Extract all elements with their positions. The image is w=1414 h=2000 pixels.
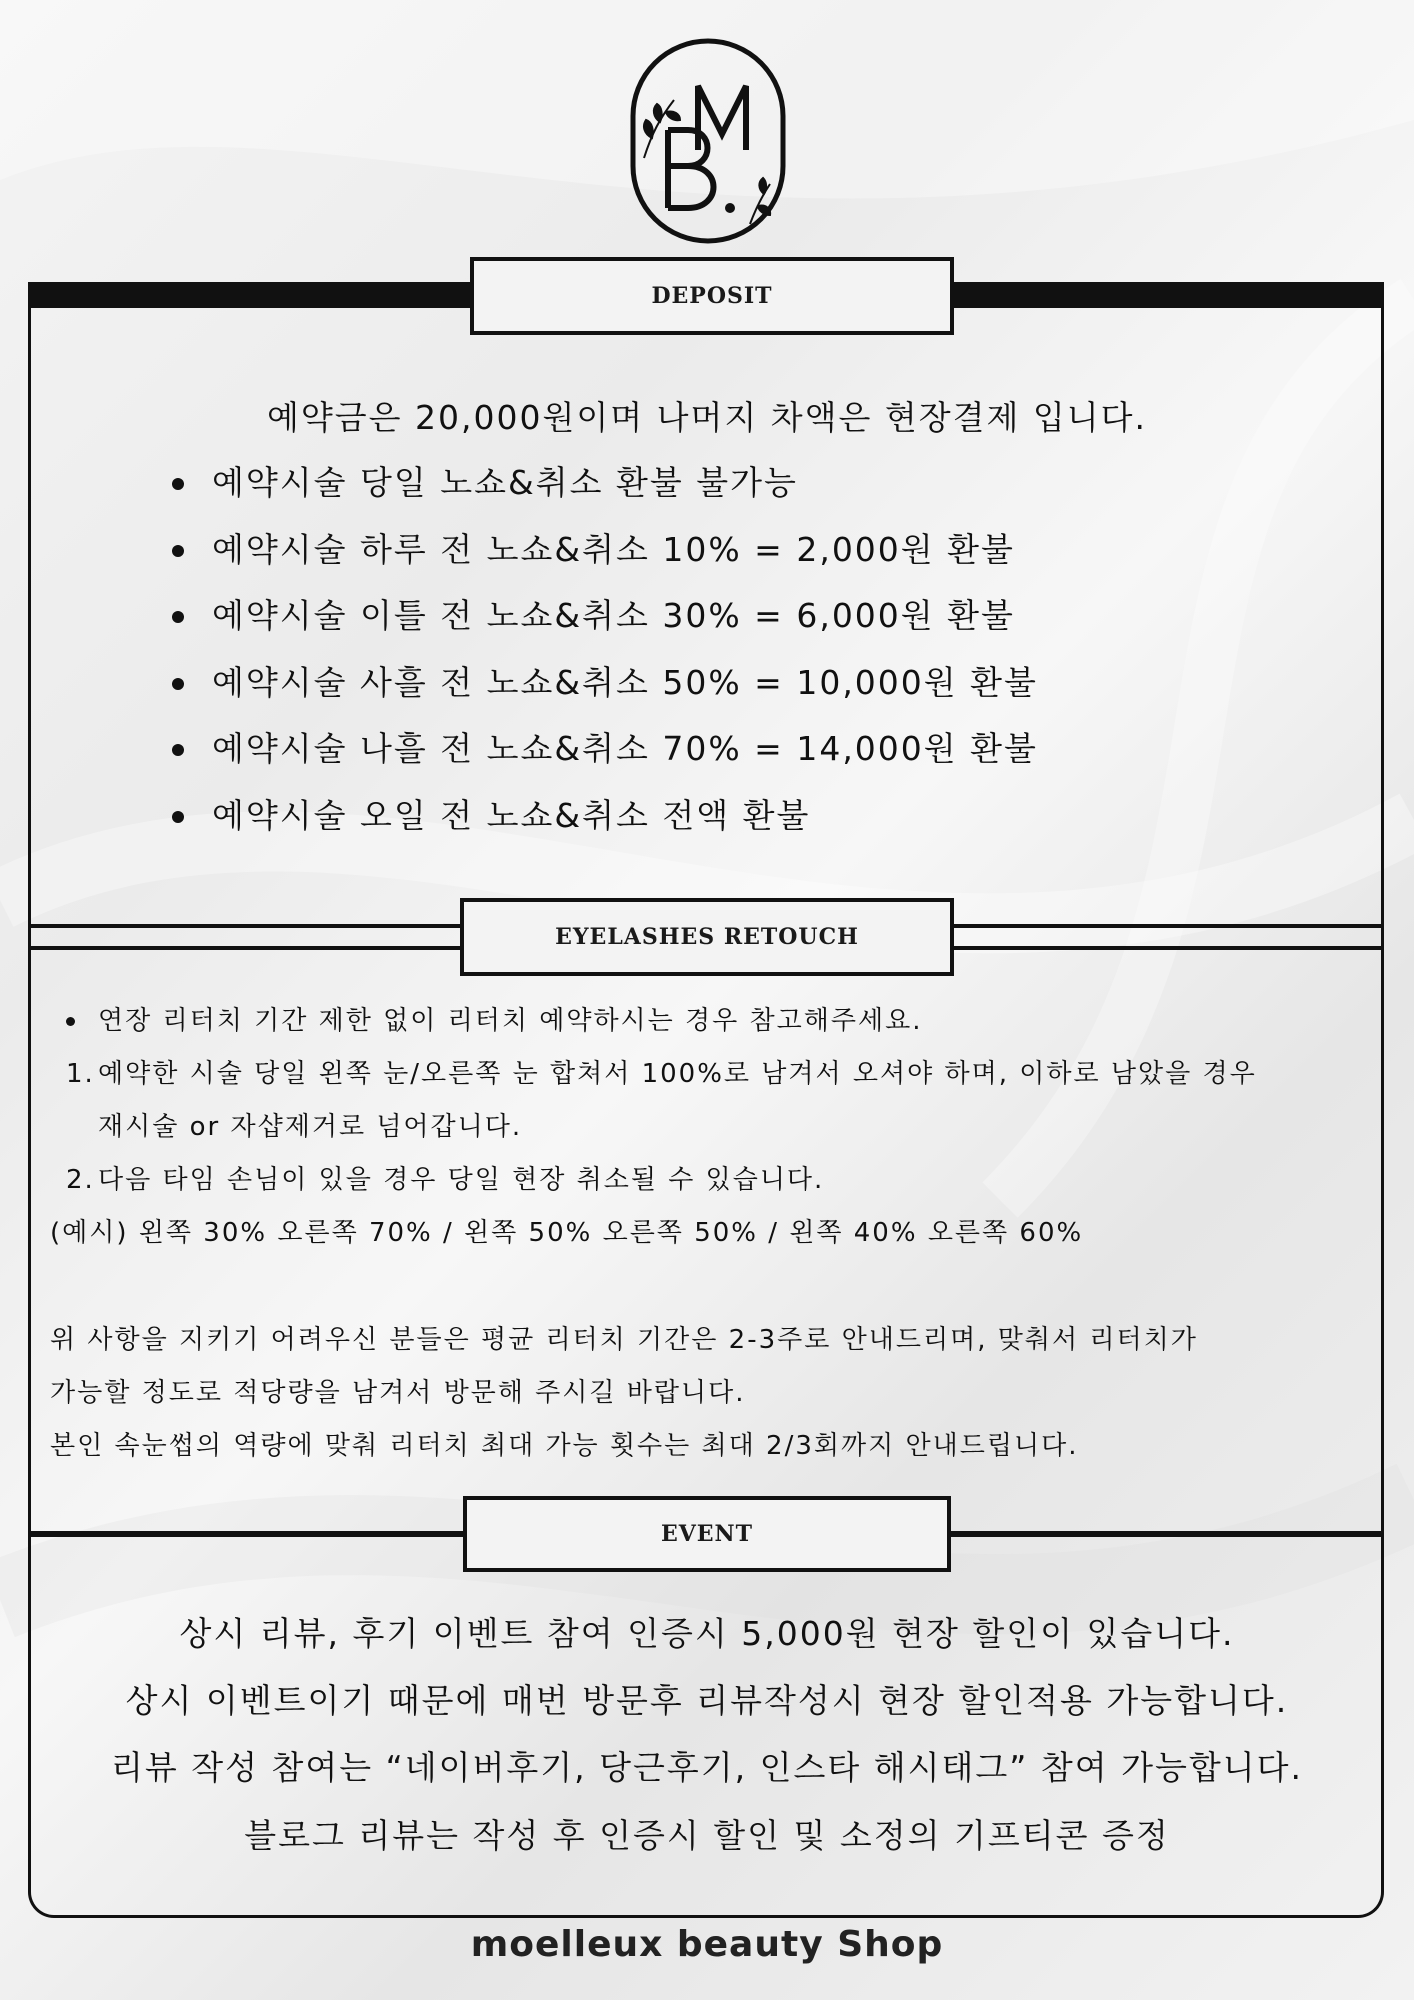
event-line: 리뷰 작성 참여는 “네이버후기, 당근후기, 인스타 해시태그” 참여 가능합니다. (111, 1748, 1303, 1787)
retouch-section-title: EYELASHES RETOUCH (460, 898, 954, 976)
retouch-rule-1 (66, 1054, 1257, 1094)
retouch-example: (예시) 왼쪽 30% 오른쪽 70% / 왼쪽 50% 오른쪽 50% / 왼쪽 40% 오른쪽 60% (50, 1218, 1084, 1248)
retouch-intro: 연장 리터치 기간 제한 없이 리터치 예약하시는 경우 참고해주세요. (98, 1001, 923, 1041)
event-line: 상시 리뷰, 후기 이벤트 참여 인증시 5,000원 현장 할인이 있습니다. (179, 1614, 1235, 1653)
deposit-lead-text: 예약금은 20,000원이며 나머지 차액은 현장결제 입니다. (267, 398, 1147, 437)
retouch-rule-2 (66, 1160, 825, 1200)
event-section-title: EVENT (463, 1496, 951, 1572)
event-line: 블로그 리뷰는 작성 후 인증시 할인 및 소정의 기프티콘 증정 (244, 1816, 1170, 1855)
deposit-policy-list (168, 456, 1038, 856)
list-item: 예약시술 나흘 전 노쇼&취소 70% = 14,000원 환불 (168, 722, 1038, 789)
list-item: 예약시술 하루 전 노쇼&취소 10% = 2,000원 환불 (168, 523, 1038, 590)
shop-name-footer: moelleux beauty Shop (470, 1924, 944, 1965)
retouch-note: 위 사항을 지키기 어려우신 분들은 평균 리터치 기간은 2-3주로 안내드리며, 맞춰서 리터치가 (50, 1325, 1198, 1355)
list-item: 예약시술 오일 전 노쇼&취소 전액 환불 (168, 789, 1038, 856)
leaf-branch-icon (644, 100, 770, 224)
deposit-section-title: DEPOSIT (470, 257, 954, 335)
retouch-note: 본인 속눈썹의 역량에 맞춰 리터치 최대 가능 횟수는 최대 2/3회까지 안내드립니다. (50, 1431, 1079, 1461)
rule-number: 2. (66, 1165, 95, 1195)
rule-line: 예약한 시술 당일 왼쪽 눈/오른쪽 눈 합쳐서 100%로 남겨서 오셔야 하며, 이하로 남았을 경우 (98, 1059, 1257, 1089)
retouch-rule-1-cont: 재시술 or 자샵제거로 넘어갑니다. (98, 1112, 523, 1142)
brand-logo (630, 38, 786, 244)
list-item: 예약시술 사흘 전 노쇼&취소 50% = 10,000원 환불 (168, 656, 1038, 723)
event-line: 상시 이벤트이기 때문에 매번 방문후 리뷰작성시 현장 할인적용 가능합니다. (125, 1681, 1289, 1720)
rule-number: 1. (66, 1059, 95, 1089)
rule-line: 다음 타임 손님이 있을 경우 당일 현장 취소될 수 있습니다. (98, 1165, 825, 1195)
list-item: 예약시술 이틀 전 노쇼&취소 30% = 6,000원 환불 (168, 589, 1038, 656)
retouch-note: 가능할 정도로 적당량을 남겨서 방문해 주시길 바랍니다. (50, 1378, 746, 1408)
list-item: 예약시술 당일 노쇼&취소 환불 불가능 (168, 456, 1038, 523)
